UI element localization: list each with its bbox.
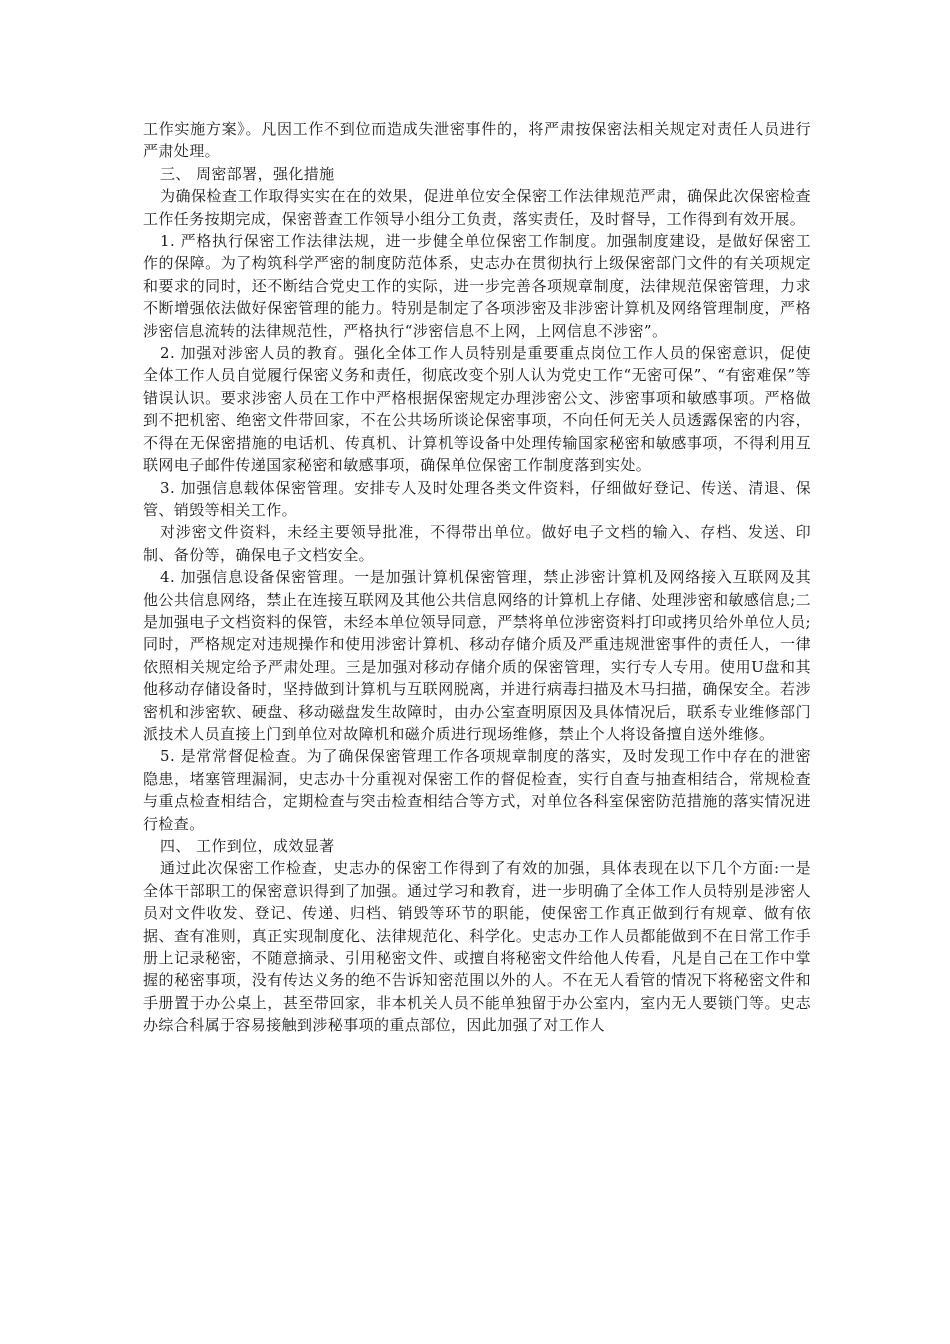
paragraph-item-1: 1. 严格执行保密工作法律法规，进一步健全单位保密工作制度。加强制度建设，是做好保密工作的保障。为了构筑科学严密的制度防范体系，史志办在贯彻执行上级保密部门文件的有关项规定和要求的同时，还不断结合党史工作的实际，进一步完善各项规章制度，法律规范保密管理，力求不断增强依法做好保密管理的能力。特别是制定了各项涉密及非涉密计算机及网络管理制度，严格涉密信息流转的法律规范性，严格执行“涉密信息不上网，上网信息不涉密”。 (143, 232, 811, 340)
paragraph-intro-continuation: 工作实施方案》。凡因工作不到位而造成失泄密事件的，将严肃按保密法相关规定对责任人员进行严肃处理。 (143, 120, 811, 161)
paragraph-item-3: 3. 加强信息载体保密管理。安排专人及时处理各类文件资料，仔细做好登记、传送、清退、保管、销毁等相关工作。 (143, 478, 811, 519)
section-heading-4: 四、 工作到位，成效显著 (160, 837, 335, 855)
paragraph-section-4-body: 通过此次保密工作检查，史志办的保密工作得到了有效的加强，具体表现在以下几个方面:一是全体干部职工的保密意识得到了加强。通过学习和教育，进一步明确了全体工作人员特别是涉密人员对文件收发、登记、传递、归档、销毁等环节的职能，使保密工作真正做到行有规章、做有依据、查有准则，真正实现制度化、法律规范化、科学化。史志办工作人员都能做到不在日常工作手册上记录秘密，不随意摘录、引用秘密文件、或擅自将秘密文件给他人传看，凡是自己在工作中掌握的秘密事项，没有传达义务的绝不告诉知密范围以外的人。不在无人看管的情况下将秘密文件和手册置于办公桌上，甚至带回家，非本机关人员不能单独留于办公室内，室内无人要锁门等。史志办综合科属于容易接触到涉秘事项的重点部位，因此加强了对工作人 (143, 859, 811, 1035)
paragraph-item-3-continued: 对涉密文件资料，未经主要领导批准，不得带出单位。做好电子文档的输入、存档、发送、印制、备份等，确保电子文档安全。 (143, 523, 811, 564)
paragraph-section-3-intro: 为确保检查工作取得实实在在的效果，促进单位安全保密工作法律规范严肃，确保此次保密检查工作任务按期完成，保密普查工作领导小组分工负责，落实责任，及时督导，工作得到有效开展。 (143, 187, 811, 228)
document-page (143, 118, 811, 1037)
section-heading-3: 三、 周密部署，强化措施 (160, 164, 335, 183)
paragraph-item-5: 5. 是常常督促检查。为了确保保密管理工作各项规章制度的落实，及时发现工作中存在的泄密隐患，堵塞管理漏洞，史志办十分重视对保密工作的督促检查，实行自查与抽查相结合，常规检查与重点检查相结合，定期检查与突击检查相结合等方式，对单位各科室保密防范措施的落实情况进行检查。 (143, 747, 811, 833)
paragraph-item-2: 2. 加强对涉密人员的教育。强化全体工作人员特别是重要重点岗位工作人员的保密意识，促使全体工作人员自觉履行保密义务和责任，彻底改变个别人认为党史工作“无密可保”、“有密难保”等错误认识。要求涉密人员在工作中严格根据保密规定办理涉密公文、涉密事项和敏感事项。严格做到不把机密、绝密文件带回家，不在公共场所谈论保密事项，不向任何无关人员透露保密的内容，不得在无保密措施的电话机、传真机、计算机等设备中处理传输国家秘密和敏感事项，不得利用互联网电子邮件传递国家秘密和敏感事项，确保单位保密工作制度落到实处。 (143, 344, 811, 475)
paragraph-item-4: 4. 加强信息设备保密管理。一是加强计算机保密管理，禁止涉密计算机及网络接入互联网及其他公共信息网络，禁止在连接互联网及其他公共信息网络的计算机上存储、处理涉密和敏感信息;二是加强电子文档资料的保管，未经本单位领导同意，严禁将单位涉密资料打印或拷贝给外单位人员;同时，严格规定对违规操作和使用涉密计算机、移动存储介质及严重违规泄密事件的责任人，一律依照相关规定给予严肃处理。三是加强对移动存储介质的保密管理，实行专人专用。使用U盘和其他移动存储设备时，坚持做到计算机与互联网脱离，并进行病毒扫描及木马扫描，确保安全。若涉密机和涉密软、硬盘、移动磁盘发生故障时，由办公室查明原因及具体情况后，联系专业维修部门派技术人员直接上门到单位对故障机和磁介质进行现场维修，禁止个人将设备擅自送外维修。 (143, 568, 811, 743)
